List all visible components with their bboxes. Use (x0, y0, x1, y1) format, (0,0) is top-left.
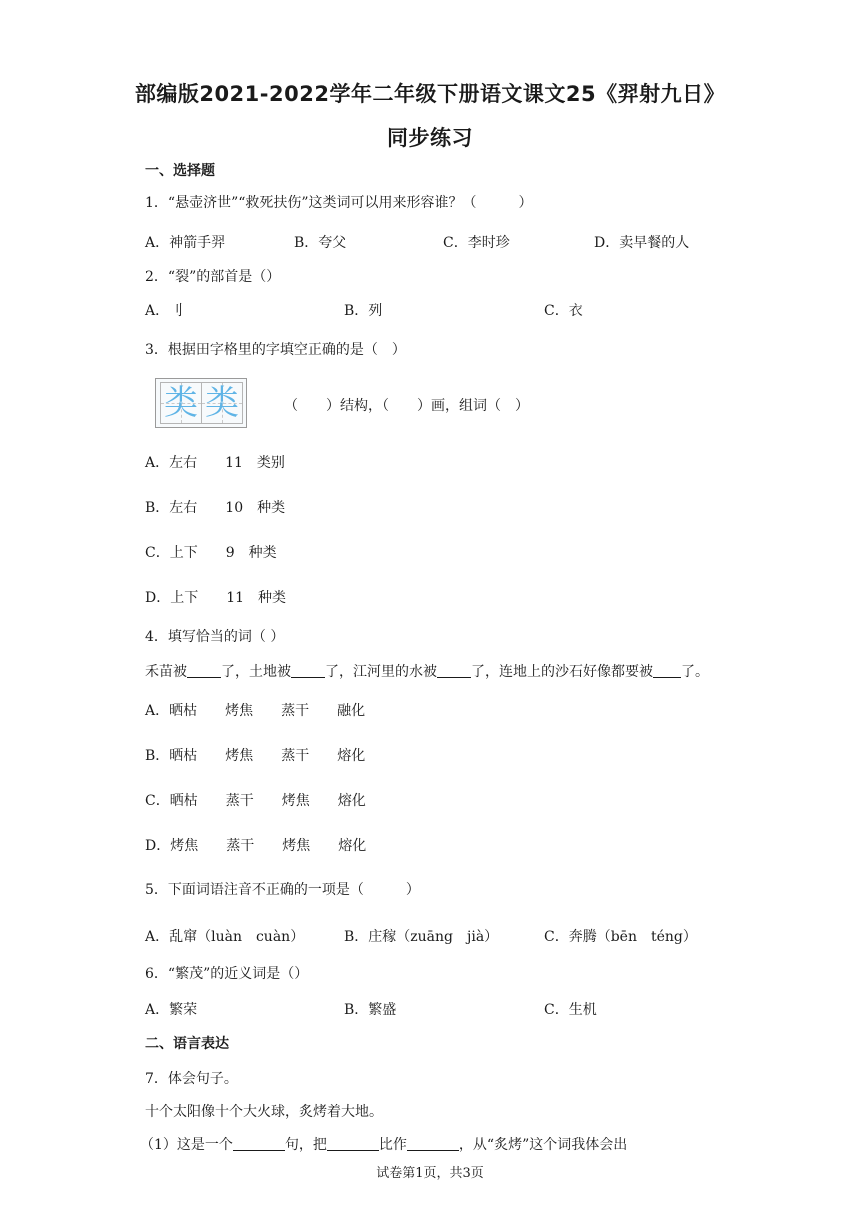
question-3-option-a: A．左右 11 类别 (145, 455, 285, 471)
question-7-sentence: 十个太阳像十个大火球，炙烤着大地。 (145, 1104, 383, 1120)
question-4-sentence (145, 661, 709, 681)
question-6-option-a: A．繁荣 (145, 1002, 198, 1018)
question-4-option-a: A．晒枯 烤焦 蒸干 融化 (145, 703, 366, 719)
question-4-stem: 4．填写恰当的词（ ） (145, 629, 285, 645)
sentence-part: 禾苗被 (145, 664, 187, 680)
question-2-option-b: B．列 (344, 303, 383, 319)
sentence-part: 比作 (378, 1137, 407, 1153)
answer-blank[interactable] (187, 663, 221, 678)
question-5-option-c: C．奔腾（bēn téng） (544, 929, 697, 945)
question-7-sub-1 (140, 1134, 627, 1154)
document-subtitle: 同步练习 (387, 126, 473, 150)
question-3-stem: 3．根据田字格里的字填空正确的是（ ） (145, 342, 406, 358)
question-5-stem: 5．下面词语注音不正确的一项是（ ） (145, 882, 420, 898)
sentence-part: 句，把 (284, 1137, 327, 1153)
section-heading-choice: 一、选择题 (145, 163, 215, 179)
tianzige-grid (155, 378, 247, 428)
answer-blank[interactable] (327, 1136, 379, 1151)
grid-character: 类 (164, 383, 198, 423)
answer-blank[interactable] (291, 663, 325, 678)
question-3-option-d: D．上下 11 种类 (145, 590, 287, 606)
question-5-option-b: B．庄稼（zuāng jià） (344, 929, 499, 945)
question-4-option-c: C．晒枯 蒸干 烤焦 熔化 (145, 793, 366, 809)
question-7-stem: 7．体会句子。 (145, 1071, 238, 1087)
question-6-option-b: B．繁盛 (344, 1002, 397, 1018)
question-5-option-a: A．乱窜（luàn cuàn） (145, 929, 305, 945)
sentence-part: 了，江河里的水被 (325, 664, 437, 680)
question-3-prompt: （ ）结构，（ ）画，组词（ ） (284, 398, 529, 414)
question-4-option-b: B．晒枯 烤焦 蒸干 熔化 (145, 748, 366, 764)
sentence-part: ，从“炙烤”这个词我体会出 (458, 1137, 628, 1153)
section-heading-expression: 二、语言表达 (145, 1036, 229, 1052)
question-3-option-b: B．左右 10 种类 (145, 500, 286, 516)
sentence-part: （1）这是一个 (140, 1137, 233, 1153)
question-1-option-b: B．夸父 (294, 235, 347, 251)
sentence-part: 了。 (681, 664, 709, 680)
tianzige-cell (160, 382, 202, 424)
question-1-stem: 1．“悬壶济世”“救死扶伤”这类词可以用来形容谁？（ ） (145, 195, 533, 211)
question-2-option-a: A．刂 (145, 303, 184, 319)
grid-character: 类 (205, 383, 239, 423)
question-4-option-d: D．烤焦 蒸干 烤焦 熔化 (145, 838, 367, 854)
answer-blank[interactable] (653, 663, 681, 678)
question-1-option-a: A．神箭手羿 (145, 235, 226, 251)
question-2-option-c: C．衣 (544, 303, 583, 319)
sentence-part: 了，连地上的沙石好像都要被 (471, 664, 653, 680)
page-footer: 试卷第1页，共3页 (376, 1166, 484, 1181)
tianzige-cell (201, 382, 243, 424)
answer-blank[interactable] (407, 1136, 459, 1151)
answer-blank[interactable] (437, 663, 471, 678)
sentence-part: 了，土地被 (221, 664, 291, 680)
answer-blank[interactable] (233, 1136, 285, 1151)
question-1-option-d: D．卖早餐的人 (594, 235, 690, 251)
question-2-stem: 2．“裂”的部首是（） (145, 269, 281, 285)
question-6-option-c: C．生机 (544, 1002, 597, 1018)
question-6-stem: 6．“繁茂”的近义词是（） (145, 966, 309, 982)
document-title: 部编版2021-2022学年二年级下册语文课文25《羿射九日》 (134, 82, 726, 106)
question-1-option-c: C．李时珍 (443, 235, 510, 251)
question-3-option-c: C．上下 9 种类 (145, 545, 277, 561)
